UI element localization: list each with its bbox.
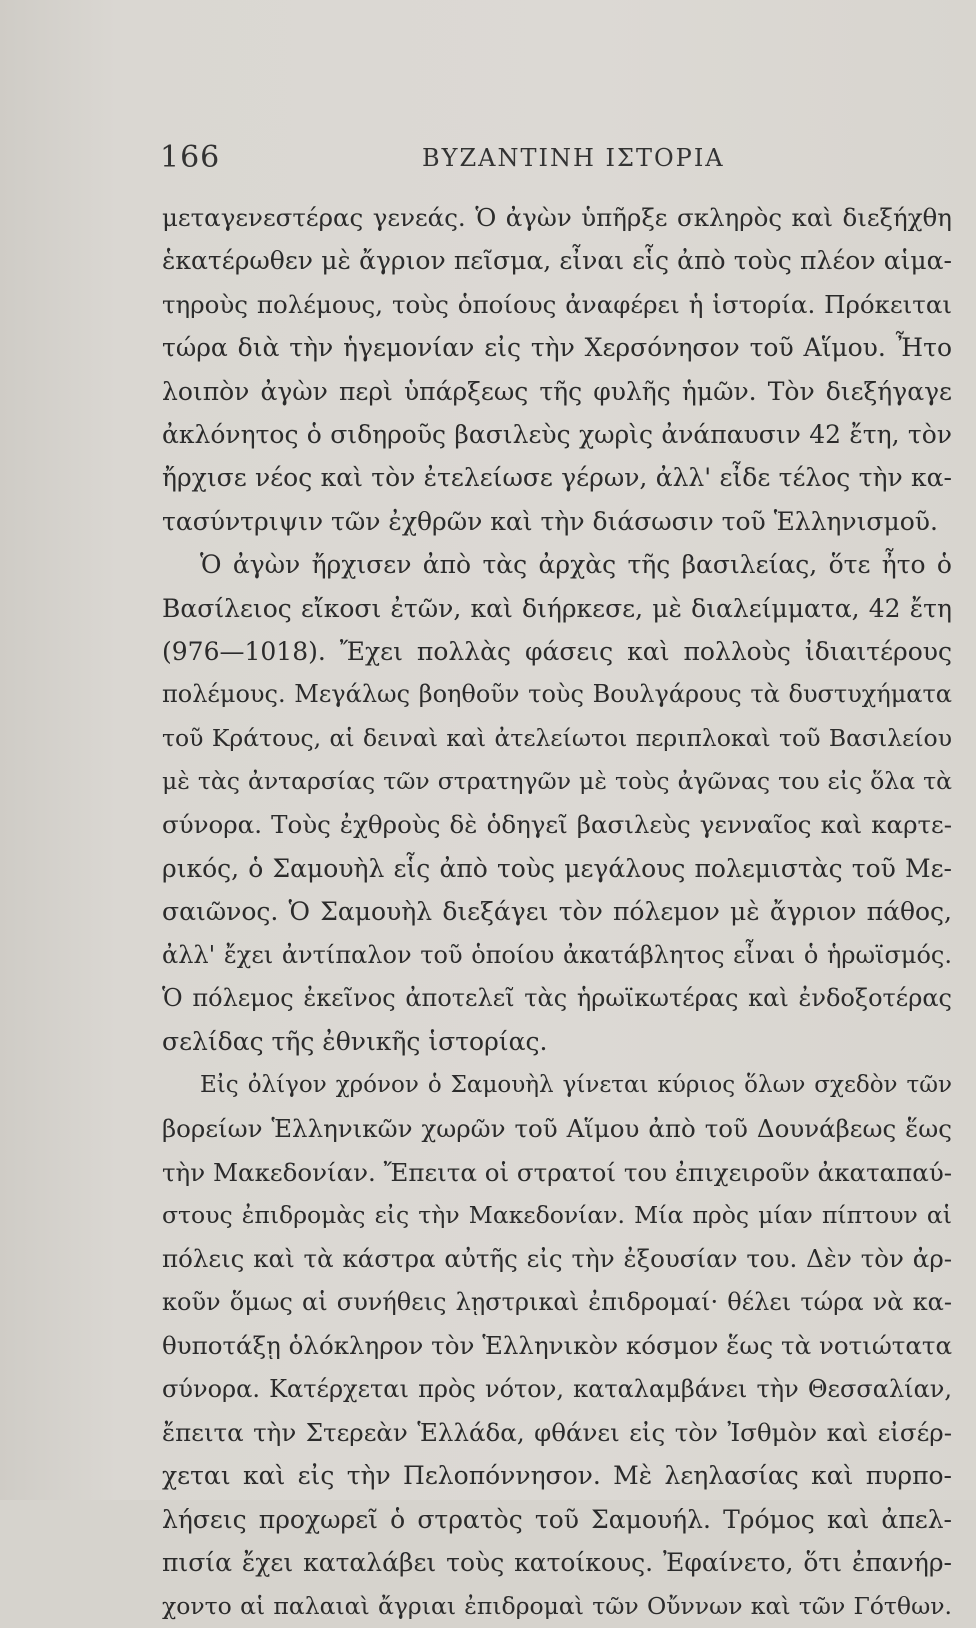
running-title: ΒΥΖΑΝΤΙΝΗ ΙΣΤΟΡΙΑ	[422, 144, 725, 172]
text-line: μὲ τὰς ἀνταρσίας τῶν στρατηγῶν μὲ τοὺς ἀγῶνας του εἰς ὅλα τὰ	[162, 767, 952, 796]
text-line: σύνορα. Κατέρχεται πρὸς νότον, καταλαμβάνει τὴν Θεσσαλίαν,	[162, 1374, 952, 1403]
text-line: σαιῶνος. Ὁ Σαμουὴλ διεξάγει τὸν πόλεμον μὲ ἄγριον πάθος,	[162, 897, 952, 927]
text-line: τοῦ Κράτους, αἱ δειναὶ καὶ ἀτελείωτοι περιπλοκαὶ τοῦ Βασιλείου	[162, 723, 952, 752]
text-line: τηροὺς πολέμους, τοὺς ὁποίους ἀναφέρει ἡ ἱστορία. Πρόκειται	[162, 289, 952, 319]
text-line: ἔπειτα τὴν Στερεὰν Ἑλλάδα, φθάνει εἰς τὸν Ἰσθμὸν καὶ εἰσέρ-	[162, 1417, 952, 1447]
text-line: μεταγενεστέρας γενεάς. Ὁ ἀγὼν ὑπῆρξε σκληρὸς καὶ διεξήχθη	[162, 203, 952, 232]
text-line: τασύντριψιν τῶν ἐχθρῶν καὶ τὴν διάσωσιν τοῦ Ἑλληνισμοῦ.	[162, 506, 938, 536]
text-line: ἀκλόνητος ὁ σιδηροῦς βασιλεὺς χωρὶς ἀνάπαυσιν 42 ἔτη, τὸν	[162, 419, 952, 449]
text-line: βορείων Ἑλληνικῶν χωρῶν τοῦ Αἵμου ἀπὸ τοῦ Δουνάβεως ἕως	[162, 1114, 952, 1144]
paragraph-start-line: Ὁ ἀγὼν ἤρχισεν ἀπὸ τὰς ἀρχὰς τῆς βασιλείας, ὅτε ἦτο ὁ	[200, 550, 952, 580]
text-line: ἑκατέρωθεν μὲ ἄγριον πεῖσμα, εἶναι εἷς ἀπὸ τοὺς πλέον αἱμα-	[162, 246, 952, 276]
body-text	[162, 196, 952, 1628]
text-line: Ὁ πόλεμος ἐκεῖνος ἀποτελεῖ τὰς ἡρωϊκωτέρας καὶ ἐνδοξοτέρας	[162, 984, 952, 1013]
page-header	[160, 140, 930, 180]
text-line: λήσεις προχωρεῖ ὁ στρατὸς τοῦ Σαμουήλ. Τρόμος καὶ ἀπελ-	[162, 1504, 952, 1534]
text-line: πόλεις καὶ τὰ κάστρα αὐτῆς εἰς τὴν ἐξουσίαν του. Δὲν τὸν ἀρ-	[162, 1244, 952, 1274]
text-line: πολέμους. Μεγάλως βοηθοῦν τοὺς Βουλγάρους τὰ δυστυχήματα	[162, 680, 952, 709]
text-line: σύνορα. Τοὺς ἐχθροὺς δὲ ὁδηγεῖ βασιλεὺς γενναῖος καὶ καρτε-	[162, 810, 952, 840]
text-line: πισία ἔχει καταλάβει τοὺς κατοίκους. Ἐφαίνετο, ὅτι ἐπανήρ-	[162, 1548, 952, 1578]
text-line: Βασίλειος εἴκοσι ἐτῶν, καὶ διήρκεσε, μὲ διαλείμματα, 42 ἔτη	[162, 593, 952, 623]
text-line: τώρα διὰ τὴν ἡγεμονίαν εἰς τὴν Χερσόνησον τοῦ Αἵμου. Ἦτο	[162, 333, 952, 363]
text-line: κοῦν ὅμως αἱ συνήθεις λῃστρικαὶ ἐπιδρομαί· θέλει τώρα νὰ κα-	[162, 1287, 952, 1316]
text-line: λοιπὸν ἀγὼν περὶ ὑπάρξεως τῆς φυλῆς ἡμῶν. Τὸν διεξήγαγε	[162, 376, 952, 406]
paragraph-start-line: Εἰς ὀλίγον χρόνον ὁ Σαμουὴλ γίνεται κύριος ὅλων σχεδὸν τῶν	[200, 1071, 952, 1098]
text-line: θυποτάξῃ ὁλόκληρον τὸν Ἑλληνικὸν κόσμον ἕως τὰ νοτιώτατα	[162, 1331, 952, 1361]
text-line: ρικός, ὁ Σαμουὴλ εἷς ἀπὸ τοὺς μεγάλους πολεμιστὰς τοῦ Με-	[162, 853, 952, 883]
text-line: χεται καὶ εἰς τὴν Πελοπόννησον. Μὲ λεηλασίας καὶ πυρπο-	[162, 1461, 952, 1491]
text-line: ἤρχισε νέος καὶ τὸν ἐτελείωσε γέρων, ἀλλ' εἶδε τέλος τὴν κα-	[162, 463, 952, 493]
text-line: στους ἐπιδρομὰς εἰς τὴν Μακεδονίαν. Μία πρὸς μίαν πίπτουν αἱ	[162, 1200, 952, 1229]
page-number: 166	[160, 140, 221, 175]
text-line: τὴν Μακεδονίαν. Ἔπειτα οἱ στρατοί του ἐπιχειροῦν ἀκαταπαύ-	[162, 1157, 952, 1187]
text-line: (976—1018). Ἔχει πολλὰς φάσεις καὶ πολλοὺς ἰδιαιτέρους	[162, 636, 952, 666]
text-line: χοντο αἱ παλαιαὶ ἄγριαι ἐπιδρομαὶ τῶν Οὔννων καὶ τῶν Γότθων.	[162, 1591, 952, 1620]
text-line: σελίδας τῆς ἐθνικῆς ἱστορίας.	[162, 1027, 548, 1057]
text-line: ἀλλ' ἔχει ἀντίπαλον τοῦ ὁποίου ἀκατάβλητος εἶναι ὁ ἡρωϊσμός.	[162, 940, 952, 969]
